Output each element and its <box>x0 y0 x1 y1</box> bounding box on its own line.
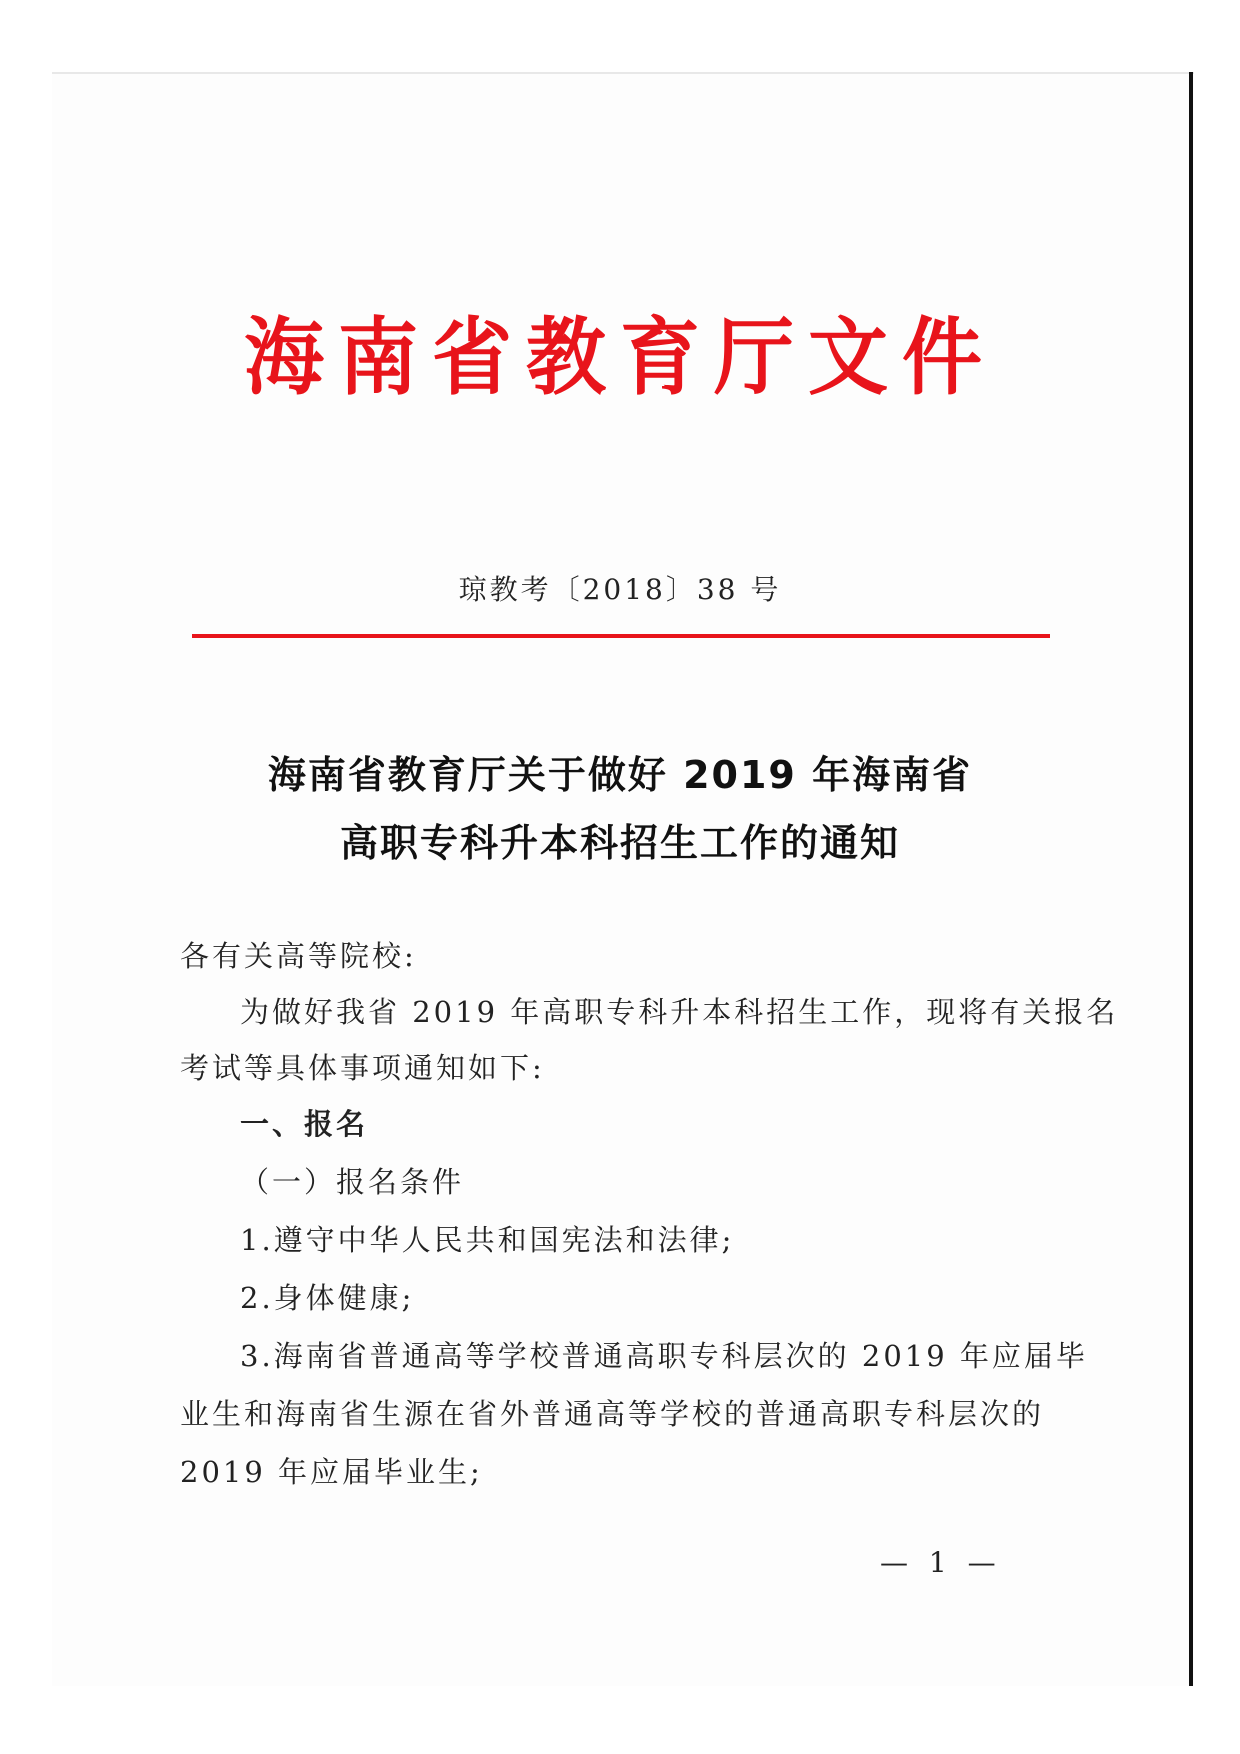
subsection-heading: （一）报名条件 <box>240 1165 465 1199</box>
condition-item-3-line-1: 3.海南省普通高等学校普通高职专科层次的 2019 年应届毕 <box>240 1339 1088 1373</box>
red-separator-line <box>192 634 1050 638</box>
document-number: 琼教考〔2018〕38 号 <box>458 573 782 606</box>
intro-line-1: 为做好我省 2019 年高职专科升本科招生工作，现将有关报名 <box>240 995 1119 1029</box>
condition-item-3-line-2: 业生和海南省生源在省外普通高等学校的普通高职专科层次的 <box>180 1397 1045 1431</box>
page-number: — 1 — <box>880 1546 1002 1579</box>
intro-line-2: 考试等具体事项通知如下: <box>180 1051 545 1085</box>
scan-edge-right <box>1189 72 1193 1686</box>
condition-item-3-line-3: 2019 年应届毕业生; <box>180 1455 483 1489</box>
scan-edge-top <box>52 72 1194 74</box>
salutation: 各有关高等院校: <box>180 939 417 973</box>
condition-item-2: 2.身体健康; <box>240 1281 415 1315</box>
document-title-line-2: 高职专科升本科招生工作的通知 <box>339 821 900 865</box>
section-heading: 一、报名 <box>240 1107 369 1141</box>
condition-item-1: 1.遵守中华人民共和国宪法和法律; <box>240 1223 735 1257</box>
document-title-line-1: 海南省教育厅关于做好 2019 年海南省 <box>267 753 973 797</box>
document-masthead: 海南省教育厅文件 <box>244 308 996 407</box>
